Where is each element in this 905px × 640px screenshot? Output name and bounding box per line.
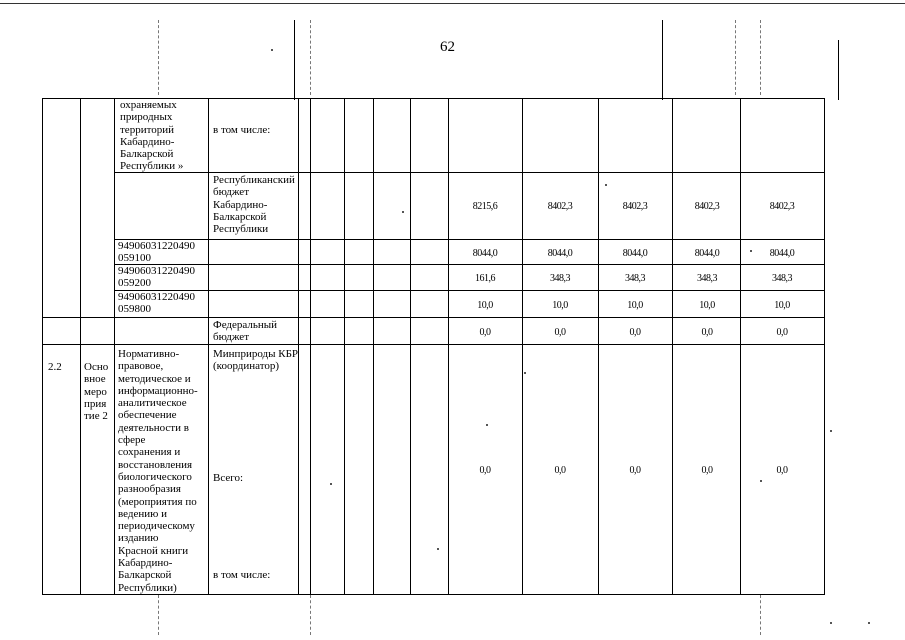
row7-value: 0,0 — [479, 465, 491, 476]
row4-value: 348,3 — [772, 273, 792, 284]
column-border — [344, 98, 345, 595]
row2-value: 8402,3 — [694, 201, 720, 212]
page-number: 62 — [440, 39, 455, 55]
column-border — [824, 98, 825, 595]
row5-value: 10,0 — [774, 300, 790, 311]
row6-value: 0,0 — [554, 327, 566, 338]
row7-value: 0,0 — [701, 465, 713, 476]
column-border — [208, 98, 209, 595]
row3-value: 8044,0 — [694, 248, 720, 259]
row7-executor: Минприроды КБР (координатор) — [213, 348, 299, 373]
column-border — [410, 98, 411, 595]
scan-speck — [524, 372, 526, 374]
row3-code: 94906031220490 059100 — [118, 240, 195, 265]
page-top-border — [0, 3, 905, 4]
row-border — [114, 239, 824, 240]
row-border — [42, 594, 824, 595]
column-border — [42, 98, 43, 595]
scan-artifact-line — [735, 20, 737, 95]
row4-value: 348,3 — [625, 273, 645, 284]
scan-artifact-line — [158, 595, 160, 635]
row4-code: 94906031220490 059200 — [118, 265, 195, 290]
column-border — [448, 98, 449, 595]
column-border — [740, 98, 741, 595]
row7-including-label: в том числе: — [213, 569, 271, 581]
row-border — [114, 290, 824, 291]
column-border — [373, 98, 374, 595]
scan-speck — [830, 622, 832, 624]
row7-name: Нормативно- правовое, методическое и информационно- аналитическое обеспечение деятельности в сфере сохранения и восстановления биологического разнообразия (мероприятия по ведению и периодическому изданию Красной книги Кабардино- Балкарской Республики) — [118, 348, 198, 594]
row2-value: 8402,3 — [769, 201, 795, 212]
row7-number: 2.2 — [48, 361, 62, 373]
row4-value: 161,6 — [475, 273, 495, 284]
row3-value: 8044,0 — [769, 248, 795, 259]
row-border — [114, 172, 824, 173]
scan-artifact-line — [310, 595, 312, 635]
scan-speck — [760, 480, 762, 482]
scan-artifact-line — [760, 20, 762, 95]
row6-source: Федеральный бюджет — [213, 319, 278, 344]
column-border — [80, 98, 81, 595]
row2-value: 8402,3 — [547, 201, 573, 212]
scan-speck — [271, 49, 273, 51]
row7-value: 0,0 — [554, 465, 566, 476]
scan-speck — [868, 622, 870, 624]
row-border — [114, 264, 824, 265]
scan-speck — [830, 430, 832, 432]
scan-speck — [330, 483, 332, 485]
scan-speck — [437, 548, 439, 550]
row7-value: 0,0 — [776, 465, 788, 476]
scan-speck — [486, 424, 488, 426]
column-border — [310, 98, 311, 595]
row5-value: 10,0 — [627, 300, 643, 311]
scan-speck — [750, 250, 752, 252]
row1-source: в том числе: — [213, 124, 271, 136]
row6-value: 0,0 — [701, 327, 713, 338]
row6-value: 0,0 — [629, 327, 641, 338]
row5-value: 10,0 — [699, 300, 715, 311]
column-divider — [294, 20, 295, 100]
row7-total-label: Всего: — [213, 472, 244, 484]
row3-value: 8044,0 — [622, 248, 648, 259]
scan-speck — [402, 211, 404, 213]
column-border — [298, 98, 299, 595]
column-border — [522, 98, 523, 595]
scan-speck — [605, 184, 607, 186]
row7-status: Осно вное меро прия тие 2 — [84, 361, 109, 423]
scan-artifact-line — [158, 20, 160, 95]
row-border — [42, 317, 824, 318]
row4-value: 348,3 — [697, 273, 717, 284]
column-border — [114, 98, 115, 595]
row5-value: 10,0 — [552, 300, 568, 311]
row7-value: 0,0 — [629, 465, 641, 476]
row5-value: 10,0 — [477, 300, 493, 311]
row-border — [42, 344, 824, 345]
row6-value: 0,0 — [776, 327, 788, 338]
row4-value: 348,3 — [550, 273, 570, 284]
row3-value: 8044,0 — [547, 248, 573, 259]
row2-source: Республиканский бюджет Кабардино- Балкарской Республики — [213, 174, 295, 236]
scan-artifact-line — [760, 595, 762, 635]
scan-artifact-line — [310, 20, 312, 95]
row2-value: 8215,6 — [472, 201, 498, 212]
row3-value: 8044,0 — [472, 248, 498, 259]
row6-value: 0,0 — [479, 327, 491, 338]
row5-code: 94906031220490 059800 — [118, 291, 195, 316]
column-border — [598, 98, 599, 595]
row2-value: 8402,3 — [622, 201, 648, 212]
column-border — [672, 98, 673, 595]
column-divider — [838, 40, 839, 100]
column-divider — [662, 20, 663, 100]
row1-name: охраняемых природных территорий Кабардино- Балкарской Республики » — [120, 99, 184, 173]
